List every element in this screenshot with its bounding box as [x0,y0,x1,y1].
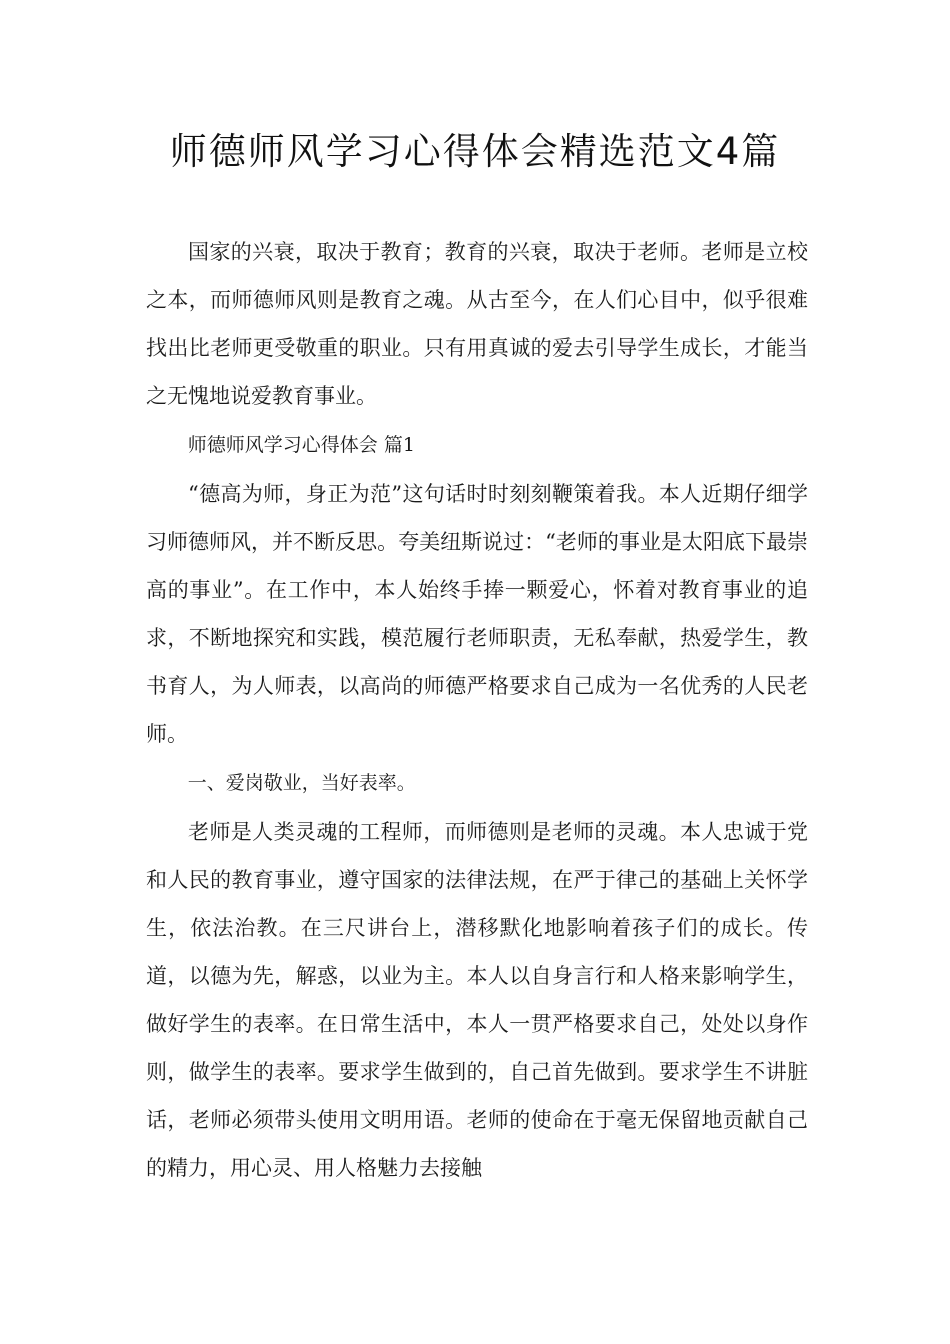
subheading-love-job: 一、爱岗敬业，当好表率。 [187,772,416,794]
intro-paragraph: 国家的兴衰，取决于教育；教育的兴衰，取决于老师。老师是立校之本，而师德师风则是教育之魂。从古至今，在人们心目中，似乎很难找出比老师更受敬重的职业。只有用真诚的爱去引导学生成长，才能当之无愧地说爱教育事业。 [146,240,808,408]
section-heading-part-1: 师德师风学习心得体会 篇1 [187,434,415,456]
body-paragraph: 老师是人类灵魂的工程师，而师德则是老师的灵魂。本人忠诚于党和人民的教育事业，遵守国家的法律法规，在严于律己的基础上关怀学生，依法治教。在三尺讲台上，潜移默化地影响着孩子们的成长。传道，以德为先，解惑，以业为主。本人以自身言行和人格来影响学生，做好学生的表率。在日常生活中，本人一贯严格要求自己，处处以身作则，做学生的表率。要求学生做到的，自己首先做到。要求学生不讲脏话，老师必须带头使用文明用语。老师的使命在于毫无保留地贡献自己的精力，用心灵、用人格魅力去接触 [146,820,808,1180]
body-paragraph: “德高为师，身正为范”这句话时时刻刻鞭策着我。本人近期仔细学习师德师风，并不断反思。夸美纽斯说过：“老师的事业是太阳底下最崇高的事业”。在工作中，本人始终手捧一颗爱心，怀着对教育事业的追求，不断地探究和实践，模范履行老师职责，无私奉献，热爱学生，教书育人，为人师表，以高尚的师德严格要求自己成为一名优秀的人民老师。 [146,482,808,746]
document-body [146,228,808,1192]
document-title: 师德师风学习心得体会精选范文4篇 [169,130,781,173]
